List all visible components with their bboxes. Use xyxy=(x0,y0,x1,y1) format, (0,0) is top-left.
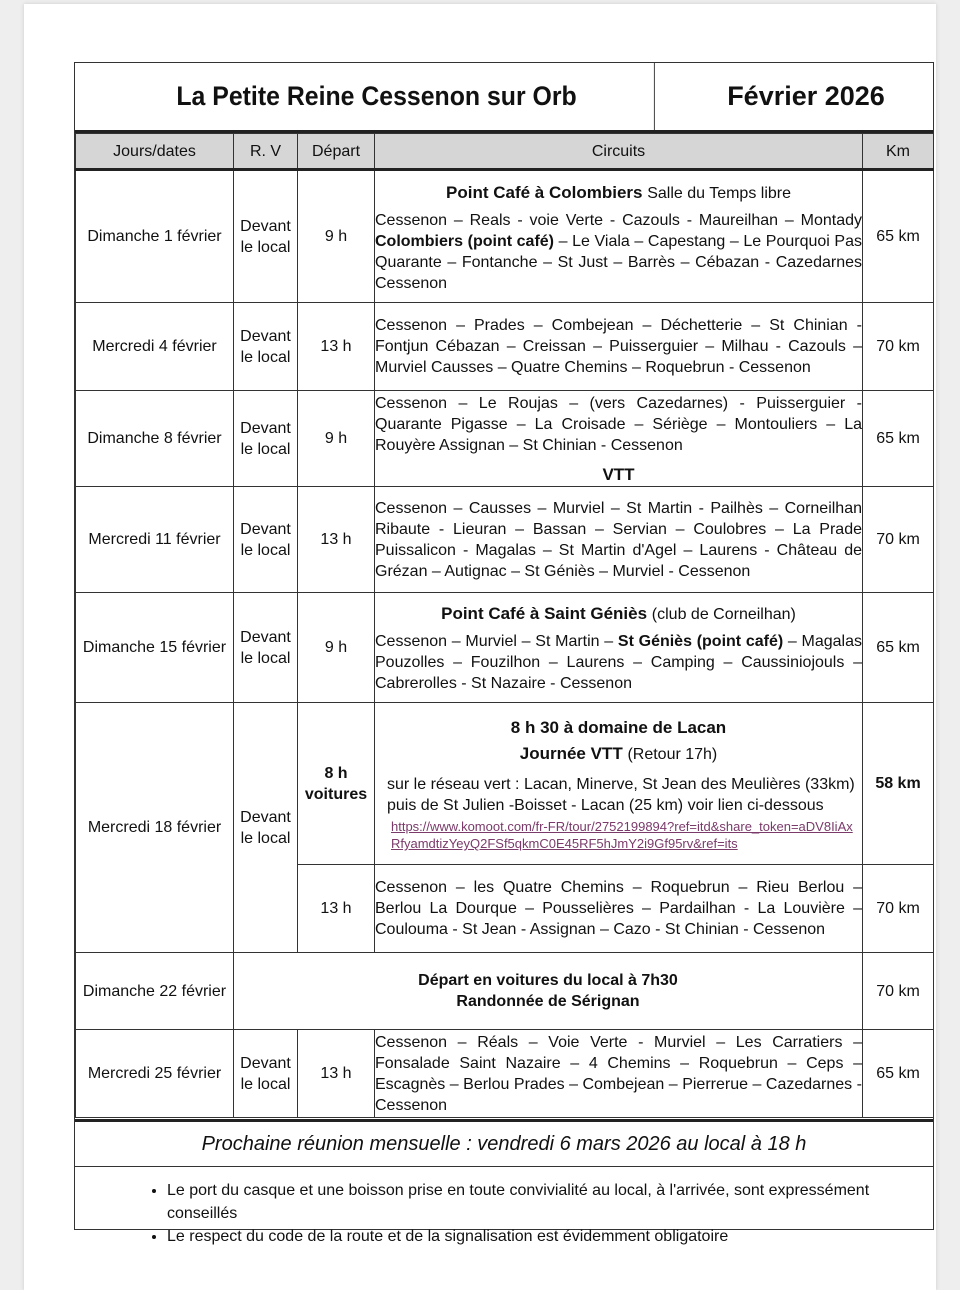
rv-line: le local xyxy=(240,1075,291,1093)
row-km: 70 km xyxy=(863,487,934,593)
rv-line: le local xyxy=(240,238,291,256)
row-rendezvous xyxy=(234,593,298,703)
notes-list xyxy=(75,1179,933,1248)
paper-page xyxy=(24,4,936,1290)
circuit-title-note: (club de Corneilhan) xyxy=(651,606,796,623)
col-header-circuits: Circuits xyxy=(375,134,863,170)
row-km: 70 km xyxy=(863,865,934,953)
route-part: – Le Viala – Capestang – Le Pourquoi Pas Quarante – Fontanche – St Just – Barrès – Cébazan - Cazedarnes Cessenon xyxy=(375,232,862,292)
event-line: Départ en voitures du local à 7h30 xyxy=(418,972,678,989)
row-departure: 13 h xyxy=(298,865,375,953)
rv-line: le local xyxy=(240,649,291,667)
rv-line: le local xyxy=(240,348,291,366)
row-km: 65 km xyxy=(863,391,934,487)
rv-line: Devant xyxy=(240,1054,291,1072)
table-row xyxy=(76,1030,934,1118)
table-row xyxy=(76,487,934,593)
row-rendezvous xyxy=(234,703,298,953)
club-title: La Petite Reine Cessenon sur Orb xyxy=(99,63,655,130)
circuit-title xyxy=(375,715,862,768)
row-rendezvous xyxy=(234,170,298,303)
rv-line: le local xyxy=(240,440,291,458)
row-departure xyxy=(298,703,375,865)
route-part: – Magalas Pouzolles – Fouzilhon – Laurens – Camping – Caussiniojouls – Cabrerolles - St Nazaire - Cessenon xyxy=(375,633,863,692)
circuit-route: Cessenon – Causses – Murviel – St Martin - Pailhès – Corneilhan Ribaute - Lieuran – Bassan – Servian – Coulobres – La Prade Puissalicon - Magalas – St Martin d'Agel – Laurens - Château de Grézan – Autignac – St Géniès – Murviel - Cessenon xyxy=(375,499,862,580)
circuit-title-note: (Retour 17h) xyxy=(627,746,718,763)
note-item: • Le port du casque et une boisson prise en toute convivialité au local, à l'arrivée, sont expressément conseillés xyxy=(167,1179,933,1225)
row-day: Mercredi 11 février xyxy=(76,487,234,593)
rv-line: Devant xyxy=(240,327,291,345)
route-part: Cessenon – Reals - voie Verte - Cazouls - Maureilhan – Montady xyxy=(375,211,862,229)
row-day: Dimanche 15 février xyxy=(76,593,234,703)
circuit-description xyxy=(375,774,862,816)
rv-line: Devant xyxy=(240,217,291,235)
rv-line: Devant xyxy=(240,808,291,826)
circuit-route xyxy=(375,210,862,294)
row-circuit xyxy=(234,953,863,1030)
row-rendezvous xyxy=(234,487,298,593)
circuit-route: Cessenon – Le Roujas – (vers Cazedarnes) - Puisserguier - Quarante Pigasse – La Croisade – Sériège – Montouliers – La Rouyère Assignan – St Chinian - Cessenon xyxy=(375,394,862,454)
route-highlight: Colombiers (point café) xyxy=(375,232,554,250)
month-title: Février 2026 xyxy=(727,81,885,111)
rv-line: Devant xyxy=(240,520,291,538)
next-meeting: Prochaine réunion mensuelle : vendredi 6 mars 2026 au local à 18 h xyxy=(75,1119,933,1167)
row-km: 65 km xyxy=(863,1030,934,1118)
circuit-title-note: Salle du Temps libre xyxy=(647,184,791,202)
row-km: 65 km xyxy=(863,170,934,303)
rv-line: Devant xyxy=(240,419,291,437)
circuit-title xyxy=(375,182,862,204)
route-part: Cessenon – Murviel – St Martin – xyxy=(375,633,618,650)
circuit-subtitle xyxy=(375,741,862,768)
col-header-departure: Départ xyxy=(298,134,375,170)
row-circuit xyxy=(375,1030,863,1118)
vtt-label: VTT xyxy=(602,464,635,484)
circuit-route: Cessenon – les Quatre Chemins – Roquebrun – Rieu Berlou – Berlou La Dourque – Pousselières – Pardailhan - La Louvière – Coulouma - St Jean - Assignan – Cazo - St Chinian - Cessenon xyxy=(375,879,862,938)
row-circuit xyxy=(375,303,863,391)
row-rendezvous xyxy=(234,1030,298,1118)
col-header-rv: R. V xyxy=(234,134,298,170)
row-circuit xyxy=(375,391,863,487)
description-line: puis de St Julien -Boisset - Lacan (25 km) voir lien ci-dessous xyxy=(387,797,824,814)
table-row xyxy=(76,953,934,1030)
row-rendezvous xyxy=(234,391,298,487)
rv-line: le local xyxy=(240,541,291,559)
row-day: Mercredi 18 février xyxy=(76,703,234,953)
row-km: 65 km xyxy=(863,593,934,703)
schedule-table xyxy=(75,133,934,1118)
table-row xyxy=(76,703,934,865)
rv-line: le local xyxy=(240,829,291,847)
row-km: 70 km xyxy=(863,303,934,391)
event-line: Randonnée de Sérignan xyxy=(456,993,640,1010)
row-departure: 9 h xyxy=(298,170,375,303)
description-line: sur le réseau vert : Lacan, Minerve, St Jean des Meulières (33km) xyxy=(387,776,855,793)
row-circuit xyxy=(375,593,863,703)
circuit-title-main: 8 h 30 à domaine de Lacan xyxy=(510,718,727,737)
row-rendezvous xyxy=(234,303,298,391)
table-row xyxy=(76,303,934,391)
komoot-link[interactable]: https://www.komoot.com/fr-FR/tour/2752199894?ref=itd&share_token=aDV8IiAxRfyamdtizYeyQ2FSf5qkmC0E45RF5hJmY2i9Gf95rv&ref=its xyxy=(391,819,853,851)
table-row xyxy=(76,170,934,303)
notes xyxy=(75,1165,933,1248)
row-day: Mercredi 4 février xyxy=(76,303,234,391)
schedule-sheet xyxy=(74,62,934,1245)
row-day: Dimanche 1 février xyxy=(76,170,234,303)
col-header-km: Km xyxy=(863,134,934,170)
row-circuit xyxy=(375,865,863,953)
table-row xyxy=(76,391,934,487)
col-header-day: Jours/dates xyxy=(76,134,234,170)
circuit-route: Cessenon – Réals – Voie Verte - Murviel – Les Carratiers – Fonsalade Saint Nazaire – 4 Chemins – Roquebrun – Ceps – Escagnès – Berlou Prades – Combejean – Pierrerue – Cazedarnes - Cessenon xyxy=(375,1033,862,1114)
note-item: • Le respect du code de la route et de la signalisation est évidemment obligatoire xyxy=(167,1225,933,1248)
row-circuit xyxy=(375,487,863,593)
row-circuit xyxy=(375,703,863,865)
row-departure: 13 h xyxy=(298,303,375,391)
row-departure: 9 h xyxy=(298,593,375,703)
rv-line: Devant xyxy=(240,628,291,646)
row-circuit xyxy=(375,170,863,303)
table-header-row xyxy=(76,134,934,170)
row-day: Dimanche 22 février xyxy=(76,953,234,1030)
circuit-title-main: Point Café à Colombiers xyxy=(446,182,643,202)
dep-line: 8 h xyxy=(324,764,348,782)
circuit-route xyxy=(375,631,862,694)
row-km: 70 km xyxy=(863,953,934,1030)
row-day: Mercredi 25 février xyxy=(76,1030,234,1118)
route-highlight: St Géniès (point café) xyxy=(617,633,784,650)
row-departure: 9 h xyxy=(298,391,375,487)
dep-line: voitures xyxy=(304,785,368,803)
circuit-title-main: Point Café à Saint Géniès xyxy=(441,604,648,623)
row-departure: 13 h xyxy=(298,487,375,593)
row-km: 58 km xyxy=(863,703,934,865)
circuit-subtitle-main: Journée VTT xyxy=(519,744,623,763)
row-day: Dimanche 8 février xyxy=(76,391,234,487)
circuit-title xyxy=(375,603,862,625)
row-departure: 13 h xyxy=(298,1030,375,1118)
table-row xyxy=(76,593,934,703)
sheet-header xyxy=(75,63,933,133)
circuit-route: Cessenon – Prades – Combejean – Déchetterie – St Chinian - Fontjun Cébazan – Creissan – Puisserguier – Milhau - Cazouls – Murviel Causses – Quatre Chemins – Roquebrun - Cessenon xyxy=(375,317,862,376)
